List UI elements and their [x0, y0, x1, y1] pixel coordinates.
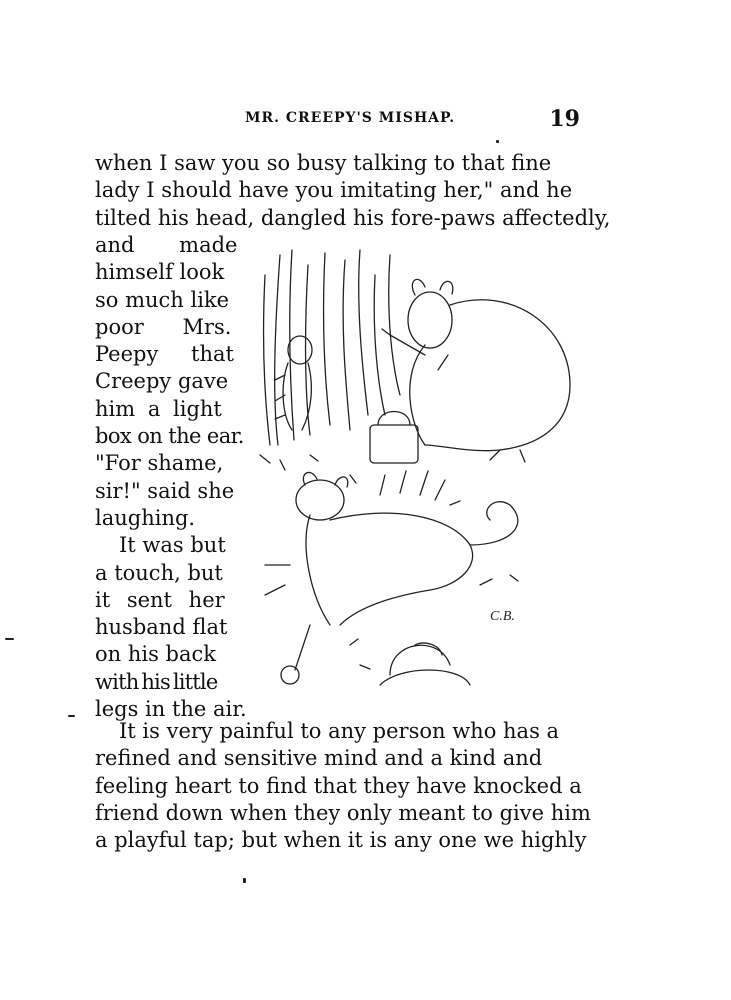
text-line: lady I should have you imitating her," and he: [95, 178, 573, 203]
page-header: [95, 108, 580, 132]
text-line: with his little: [95, 669, 218, 694]
scan-speck: [496, 140, 499, 143]
text-line: It is very painful to any person who has a: [119, 719, 560, 743]
text-line: poor Mrs.: [95, 314, 232, 339]
mice-illustration: [250, 245, 580, 705]
top-paragraph: [95, 150, 611, 232]
bottom-paragraph: [95, 718, 591, 854]
text-line: Peepy that: [95, 342, 234, 367]
text-line: laughing.: [95, 505, 196, 530]
scan-speck: [243, 878, 246, 883]
text-line: and made: [95, 233, 238, 257]
text-line: on his back: [95, 642, 216, 667]
text-line: tilted his head, dangled his fore-paws affectedly,: [95, 205, 611, 230]
text-line: a playful tap; but when it is any one we highly: [95, 828, 587, 853]
text-line: legs in the air.: [95, 697, 247, 722]
text-line: box on the ear.: [95, 424, 244, 449]
text-line: friend down when they only meant to give him: [95, 800, 591, 825]
illustrator-signature: C.B.: [490, 609, 515, 624]
text-line: sir!" said she: [95, 478, 235, 503]
text-line: it sent her: [95, 587, 225, 612]
text-line: him a light: [95, 396, 222, 421]
text-line: "For shame,: [95, 451, 224, 476]
text-line: so much like: [95, 287, 230, 312]
page-number: 19: [549, 106, 580, 132]
text-line: refined and sensitive mind and a kind and: [95, 746, 543, 771]
text-line: feeling heart to find that they have knocked a: [95, 773, 582, 798]
text-line: husband flat: [95, 615, 228, 640]
text-line: Creepy gave: [95, 369, 229, 394]
text-line: It was but: [119, 533, 226, 558]
side-column: [95, 232, 247, 723]
scan-speck: [68, 715, 75, 717]
scan-speck: [5, 638, 14, 640]
running-title: MR. CREEPY'S MISHAP.: [245, 110, 456, 126]
text-line: when I saw you so busy talking to that fine: [95, 151, 552, 175]
text-line: himself look: [95, 260, 225, 285]
text-line: a touch, but: [95, 560, 223, 585]
